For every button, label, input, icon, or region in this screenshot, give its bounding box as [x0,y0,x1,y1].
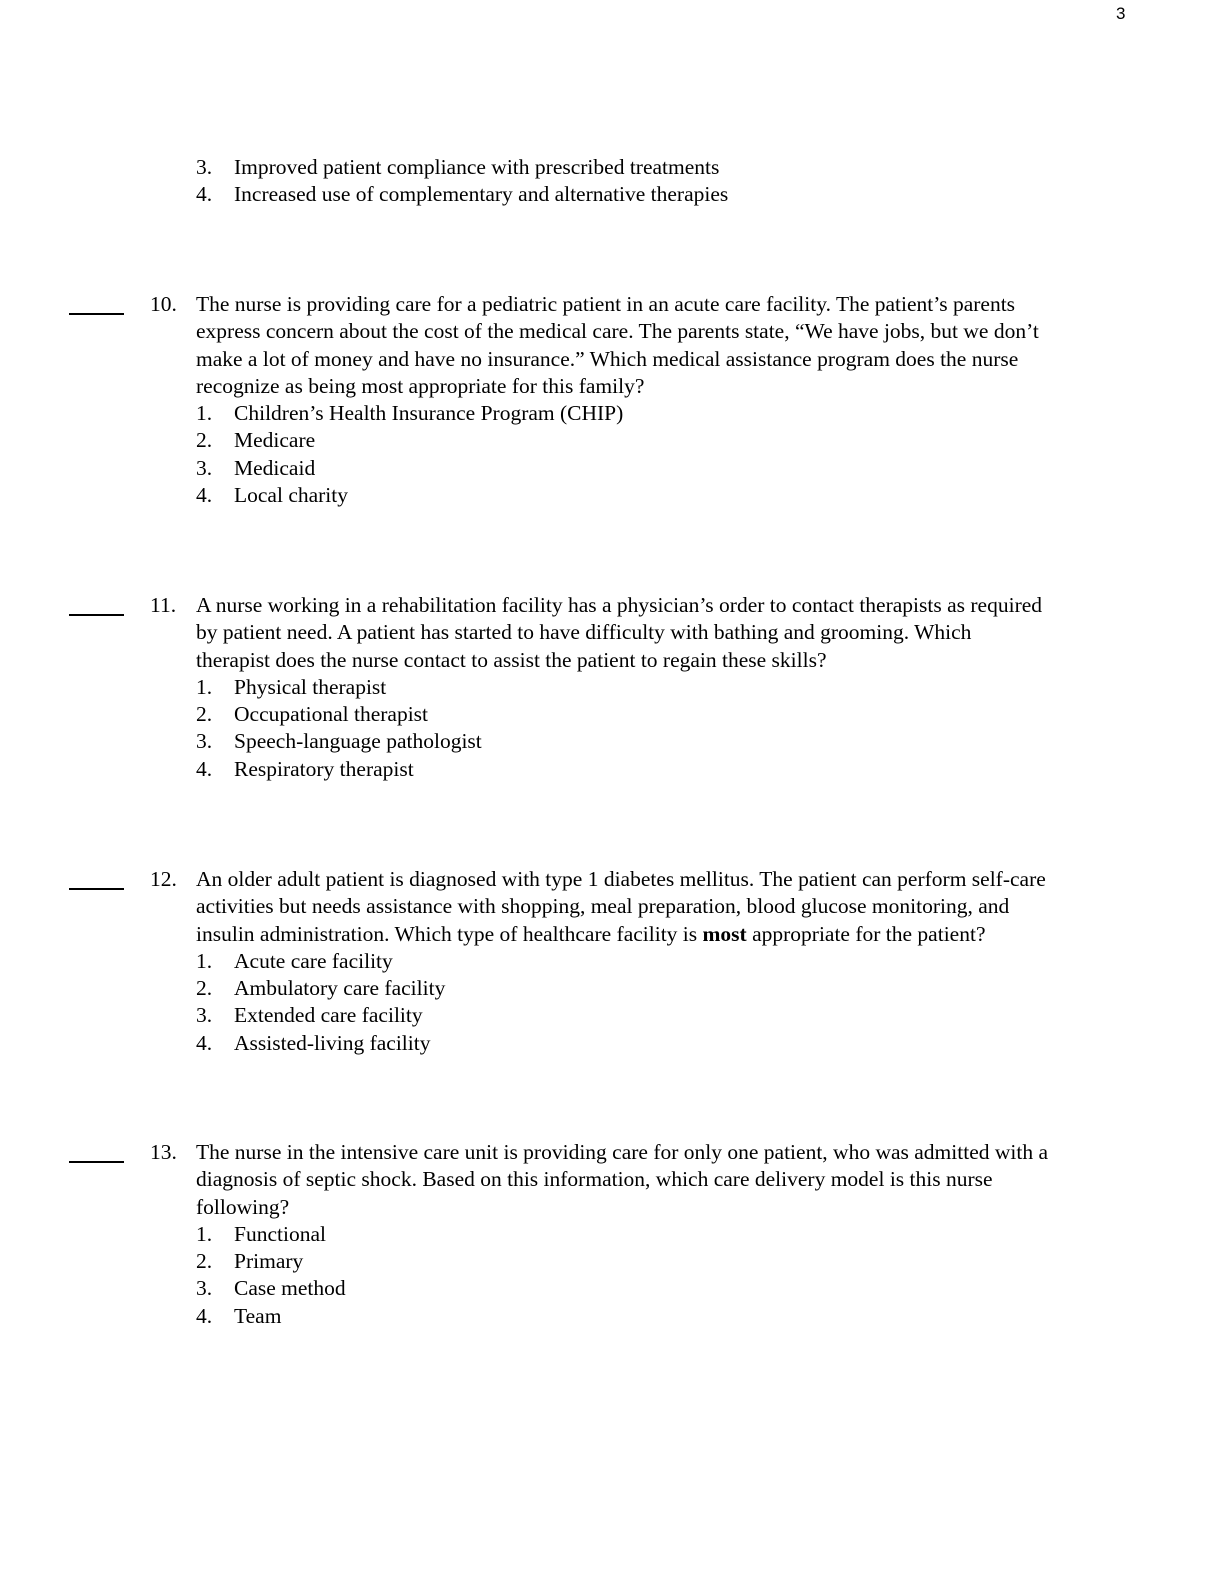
option-text: Acute care facility [234,948,393,973]
question-stem [150,866,1186,948]
option-number: 3. [196,729,213,754]
option-item [196,1275,1224,1302]
stem-line: activities but needs assistance with shopping, meal preparation, blood glucose monitoring, and [196,894,1010,919]
option-number: 1. [196,948,213,973]
question-12 [0,866,1224,1057]
option-text: Children’s Health Insurance Program (CHIP) [234,401,624,426]
option-text: Ambulatory care facility [234,976,446,1001]
option-text: Improved patient compliance with prescribed treatments [234,155,720,179]
option-number: 3. [196,1003,213,1028]
option-item [196,1221,1224,1248]
stem-line: make a lot of money and have no insurance.” Which medical assistance program does the nurse [196,346,1019,371]
stem-line: diagnosis of septic shock. Based on this information, which care delivery model is this nurse [196,1167,993,1192]
option-text: Respiratory therapist [234,756,414,781]
option-number: 2. [196,976,213,1001]
emphasis-word: most [702,921,747,946]
carryover-options [0,154,1224,209]
option-text: Medicare [234,428,316,453]
question-stem [150,1139,1186,1221]
question-number: 10. [150,292,177,316]
option-item [196,455,1224,482]
option-number: 3. [196,155,213,179]
stem-line-part: appropriate for the patient? [746,921,986,946]
option-list [0,674,1224,783]
option-item [196,1248,1224,1275]
stem-line: express concern about the cost of the medical care. The parents state, “We have jobs, but we don’t [196,319,1039,344]
option-item [196,674,1224,701]
option-item [196,948,1224,975]
option-list [0,948,1224,1057]
option-number: 4. [196,182,213,207]
question-number: 11. [150,593,177,617]
answer-blank[interactable] [69,1161,124,1163]
question-10 [0,291,1224,509]
stem-line: The nurse in the intensive care unit is providing care for only one patient, who was admitted with a [196,1140,1049,1164]
option-number: 4. [196,1030,213,1055]
option-number: 1. [196,1221,213,1246]
stem-line: An older adult patient is diagnosed with type 1 diabetes mellitus. The patient can perform self-care [196,867,1046,891]
option-item [196,154,1224,181]
option-number: 2. [196,428,213,453]
option-number: 3. [196,455,213,480]
option-item [196,427,1224,454]
option-number: 2. [196,702,213,727]
option-text: Medicaid [234,455,316,480]
option-text: Speech-language pathologist [234,729,482,754]
option-item [196,701,1224,728]
answer-blank[interactable] [69,888,124,890]
option-text: Team [234,1303,282,1328]
option-item [196,975,1224,1002]
question-stem [150,291,1186,400]
stem-line: The nurse is providing care for a pediatric patient in an acute care facility. The patient’s parents [196,292,1016,316]
question-number: 13. [150,1140,177,1164]
option-text: Primary [234,1249,304,1274]
option-text: Case method [234,1276,346,1301]
option-number: 1. [196,401,213,426]
stem-line: therapist does the nurse contact to assist the patient to regain these skills? [196,647,827,672]
option-list [0,400,1224,509]
question-stem [150,592,1186,674]
option-item [196,181,1224,208]
option-text: Functional [234,1221,326,1246]
option-text: Extended care facility [234,1003,423,1028]
option-item [196,1030,1224,1057]
option-number: 4. [196,756,213,781]
option-item [196,400,1224,427]
question-13 [0,1139,1224,1330]
option-number: 1. [196,674,213,699]
option-item [196,1002,1224,1029]
question-11 [0,592,1224,783]
option-text: Physical therapist [234,674,387,699]
option-item [196,728,1224,755]
option-item [196,756,1224,783]
stem-line: by patient need. A patient has started to have difficulty with bathing and grooming. Which [196,620,972,645]
answer-blank[interactable] [69,614,124,616]
question-number: 12. [150,867,177,891]
option-item [196,1303,1224,1330]
answer-blank[interactable] [69,313,124,315]
option-text: Increased use of complementary and alternative therapies [234,182,729,207]
stem-line: recognize as being most appropriate for this family? [196,373,645,398]
option-number: 4. [196,1303,213,1328]
option-text: Local charity [234,483,349,508]
option-item [196,482,1224,509]
option-number: 4. [196,483,213,508]
option-text: Assisted-living facility [234,1030,431,1055]
option-text: Occupational therapist [234,702,429,727]
stem-line: A nurse working in a rehabilitation facility has a physician’s order to contact therapists as required [196,593,1043,617]
option-number: 3. [196,1276,213,1301]
stem-line: following? [196,1194,290,1219]
option-number: 2. [196,1249,213,1274]
stem-line-part: insulin administration. Which type of healthcare facility is [196,921,703,946]
option-list [0,1221,1224,1330]
page-number: 3 [1116,4,1126,23]
